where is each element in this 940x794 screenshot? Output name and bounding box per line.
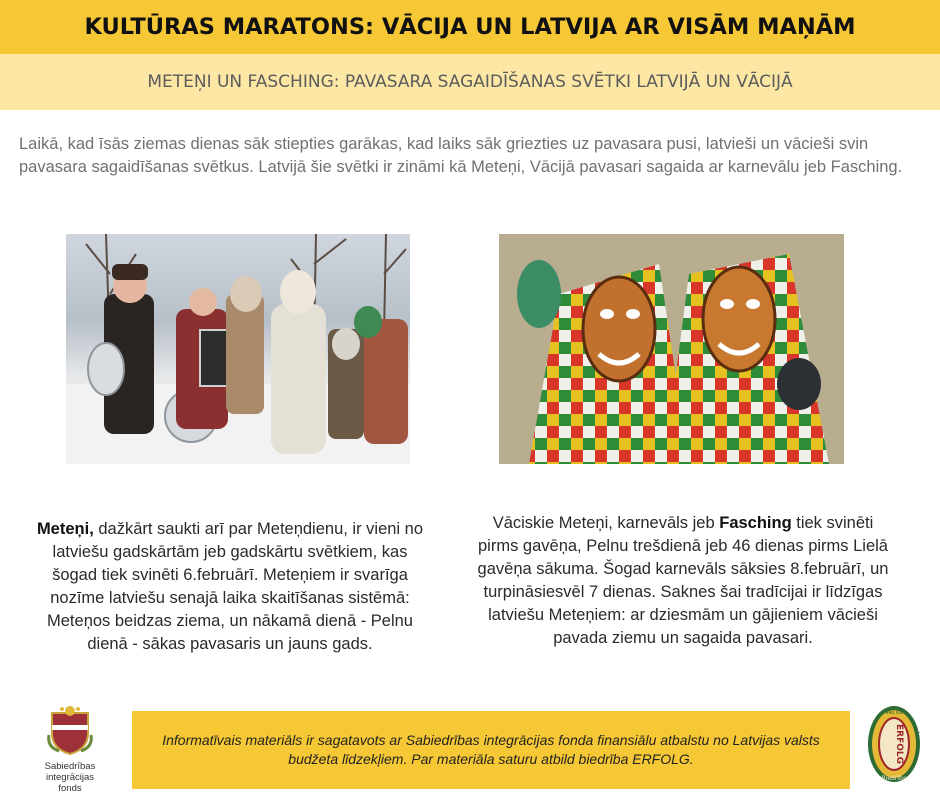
sif-caption-line2: fonds — [58, 783, 82, 794]
erfolg-emblem-icon — [866, 704, 922, 784]
fasching-bold: Fasching — [719, 514, 792, 532]
sif-caption-line1: Sabiedrības integrācijas — [44, 761, 96, 783]
fasching-description — [476, 512, 890, 650]
main-title-bar — [0, 0, 940, 54]
subtitle: METEŅI UN FASCHING: PAVASARA SAGAIDĪŠANAS SVĒTKI LATVIJĀ UN VĀCIJĀ — [147, 72, 793, 92]
meteni-text: dažkārt saukti arī par Meteņdienu, ir vieni no latviešu gadskārtām jeb gadskārtu svētkiem, kas šogad tiek svinēti 6.februārī. Meteņiem ir svarīga nozīme latviešu senajā laika skaitīšanas sistēmā: Meteņos beidzas ziema, un nākamā dienā - Pelnu dienā - sākas pavasaris un jauns gads. — [47, 520, 424, 653]
erfolg-name: ERFOLG — [894, 724, 904, 764]
footer-box — [132, 711, 850, 789]
sif-logo — [20, 705, 120, 794]
meteni-lead: Meteņi, — [36, 520, 94, 538]
fasching-text-after: tiek svinēti pirms gavēņa, Pelnu trešdienā jeb 46 dienas pirms Lielā gavēņa sākuma. Šogad karnevāls sāksies 8.februārī, un turpināsiesvēl 7 dienas. Saknes šai tradīcijai ir līdzīgas latviešu Meteņiem: ar dziesmām un gājieniem vācieši pavada ziemu un sagaida pavasari. — [477, 514, 889, 647]
erfolg-logo — [866, 704, 922, 784]
erfolg-arc-bottom: Biedrība — [881, 775, 907, 782]
fasching-text-before: Vāciskie Meteņi, karnevāls jeb — [492, 514, 720, 532]
main-title: KULTŪRAS MARATONS: VĀCIJA UN LATVIJA AR VISĀM MAŅĀM — [84, 14, 856, 40]
coat-of-arms-icon — [47, 705, 93, 755]
meteni-description — [28, 518, 432, 656]
erfolg-arc-side: Jaunība — [914, 732, 920, 751]
intro-paragraph: Laikā, kad īsās ziemas dienas sāk stiepties garākas, kad laiks sāk griezties uz pavasara pusi, latvieši un vācieši svin pavasara sagaidīšanas svētkus. Latvijā šie svētki ir zināmi kā Meteņi, Vācijā pavasari sagaida ar karnevālu jeb Fasching. — [19, 135, 903, 176]
fasching-photo — [499, 234, 844, 464]
footer-text: Informatīvais materiāls ir sagatavots ar Sabiedrības integrācijas fonda finansiālu atbalstu no Latvijas valsts budžeta līdzekļiem. Par materiāla saturu atbild biedrība ERFOLG. — [162, 731, 820, 767]
subtitle-bar — [0, 54, 940, 110]
erfolg-arc-top: Vecīte — [884, 709, 904, 716]
metenu-photo — [66, 234, 410, 464]
